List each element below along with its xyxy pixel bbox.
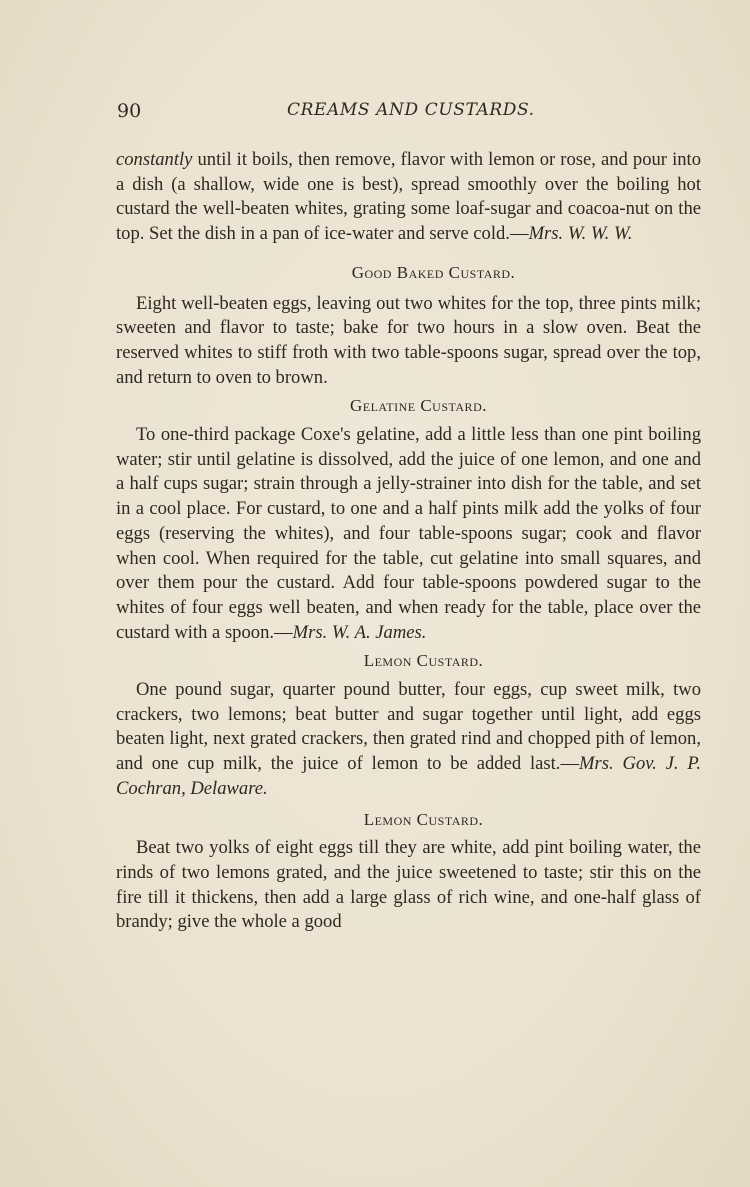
lemon-custard-title-1: Lemon Custard.	[363, 651, 484, 671]
gelatine-custard-paragraph	[116, 423, 701, 645]
intro-paragraph	[116, 148, 701, 247]
running-head: CREAMS AND CUSTARDS.	[287, 100, 535, 120]
page-header	[117, 100, 702, 130]
page-body	[116, 148, 701, 935]
intro-text: until it boils, then remove, flavor with lemon or rose, and pour into a dish (a shallow, wide one is best), spread smoothly over the boiling hot custard the well-beaten whites, grating some loaf-sugar and coacoa-nut on the top. Set the dish in a pan of ice-water and serve cold.—	[116, 149, 701, 245]
gelatine-custard-text: To one-third package Coxe's gelatine, add a little less than one pint boiling water; stir until gelatine is dissolved, add the juice of one lemon, and one and a half cups sugar; strain through a jelly-strainer into dish for the table, and set in a cool place. For custard, to one and a half pints milk add the yolks of four eggs (reserving the whites), and four table-spoons sugar; cook and flavor when cool. When required for the table, cut gelatine into small squares, and over them pour the custard. Add four table-spoons powdered sugar to the whites of four eggs well beaten, and when ready for the table, place over the custard with a spoon.—	[116, 424, 701, 643]
lemon-custard-text-1: One pound sugar, quarter pound butter, four eggs, cup sweet milk, two crackers, two lemons; beat butter and sugar together until light, add eggs beaten light, next grated crackers, then grated rind and chopped pith of lemon, and one cup milk, the juice of lemon to be added last.—	[116, 679, 701, 775]
intro-attribution: Mrs. W. W. W.	[528, 223, 633, 245]
lemon-custard-attribution-1: Mrs. Gov. J. P. Cochran, Delaware.	[116, 753, 701, 799]
lemon-custard-paragraph-1	[116, 678, 701, 802]
page-number: 90	[117, 100, 142, 122]
lemon-custard-paragraph-2: Beat two yolks of eight eggs till they are white, add pint boiling water, the rinds of two lemons grated, and the juice sweetened to taste; stir this on the fire till it thickens, then add a large glass of rich wine, and one-half glass of brandy; give the whole a good	[116, 837, 701, 933]
good-baked-custard-title: Good Baked Custard.	[351, 262, 516, 282]
gelatine-custard-attribution: Mrs. W. A. James.	[292, 621, 427, 643]
gelatine-custard-title: Gelatine Custard.	[350, 396, 487, 416]
good-baked-custard-paragraph: Eight well-beaten eggs, leaving out two whites for the top, three pints milk; sweeten and flavor to taste; bake for two hours in a slow oven. Beat the reserved whites to stiff froth with two table-spoons sugar, spread over the top, and return to oven to brown.	[116, 292, 701, 388]
intro-emphasis: constantly	[116, 149, 193, 170]
lemon-custard-title-2: Lemon Custard.	[363, 809, 484, 829]
